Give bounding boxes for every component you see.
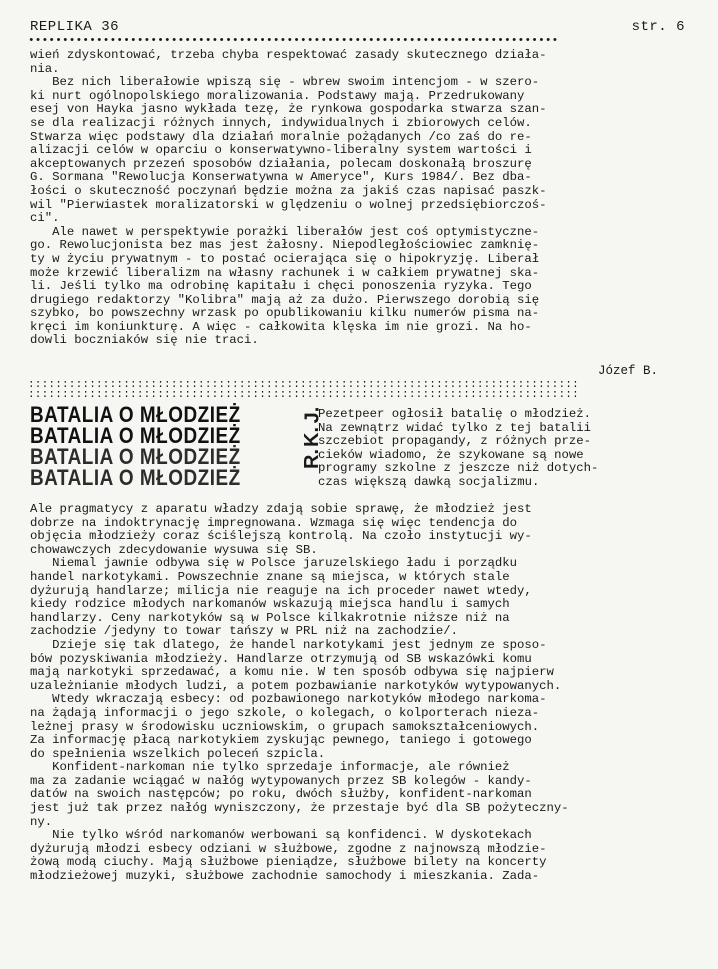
text-line: bów pozyskiwania młodzieży. Handlarze otrzymują od SB wskazówki komu	[30, 651, 532, 666]
headline-row: BATALIA O MŁODZIEŻ	[30, 465, 241, 490]
text-line: dyżurują handlarze; milicja nie reaguje na ich proceder nawet wtedy,	[30, 583, 532, 598]
headline-row: BATALIA O MŁODZIEŻ	[30, 444, 241, 469]
text-line: mają narkotyki sprzedawać, a komu nie. W ten sposób odbywa się najpierw	[30, 665, 554, 680]
text-line: G. Sormana "Rewolucja Konserwatywna w Ameryce", Kurs 1984/. Bez dba-	[30, 170, 532, 185]
text-line: wil "Pierwiastek moralizatorski w ględzeniu o wolnej przedsiębiorczoś-	[30, 197, 547, 212]
text-line: Stwarza więc podstawy dla działań moralnie pożądanych /co zaś do re-	[30, 129, 532, 144]
text-line: chowawczych zdecydowanie wysuwa się SB.	[30, 542, 318, 557]
text-line: Na zewnątrz widać tylko z tej batalii	[318, 420, 592, 435]
text-line: kiedy rodzice młodych narkomanów wskazują miejsca handlu i samych	[30, 597, 510, 612]
text-line: łości o skuteczność poczynań będzie można za jakiś czas napisać paszk-	[30, 183, 547, 198]
article-continuation	[30, 49, 692, 348]
text-line: szybko, bo powszechny wrzask po opublikowaniu kilku numerów pisma na-	[30, 306, 540, 321]
text-line: ny.	[30, 814, 53, 829]
text-line: cieków wiadomo, że szykowane są nowe	[318, 447, 584, 462]
page-header	[30, 16, 685, 38]
text-line: handel narkotykami. Powszechnie znane są miejsca, w których stale	[30, 569, 510, 584]
text-line: li. Jeśli tylko ma odrobinę kapitału i chęci ponoszenia ryzyka. Tego	[30, 279, 532, 294]
text-line: żową modą ciuchy. Mają służbowe pieniądze, służbowe bilety na koncerty	[30, 855, 547, 870]
text-line: Niemal jawnie odbywa się w Polsce jaruzelskiego ładu i porządku	[30, 556, 518, 571]
text-line: esej von Hayka jasno wykłada tezę, że rynkowa gospodarka stwarza szan-	[30, 102, 547, 117]
text-line: drugiego redaktorzy "Kolibra" mają aż za dużo. Pierwszego dorobią się	[30, 292, 540, 307]
headline-logo	[30, 402, 323, 500]
text-line: handlarzy. Ceny narkotyków są w Polsce kilkakrotnie niższe niż na	[30, 610, 510, 625]
publication-title: REPLIKA 36	[30, 19, 120, 35]
text-line: ci".	[30, 211, 60, 226]
initial-j: J.	[301, 406, 323, 424]
text-line: Ale nawet w perspektywie porażki liberałów jest coś optymistyczne-	[30, 224, 540, 239]
initial-k: K.	[301, 427, 323, 447]
article-body	[30, 503, 692, 884]
section-separator-2: :::::::::::::::::::::::::::::::::::::::::::::::::::::::::::::::::::::::::::::::::	[28, 390, 579, 400]
headline-row: BATALIA O MŁODZIEŻ	[30, 402, 241, 427]
article-lead	[318, 408, 688, 490]
text-line: może krzewić liberalizm na własny rachunek i w całkiem prywatnej ska-	[30, 265, 540, 280]
dotted-rule: ••••••••••••••••••••••••••••••••••••••••••••••••••••••••••••••••••••••••••••••	[28, 36, 559, 46]
author-signature: Józef B.	[597, 364, 658, 378]
section-separator: :::::::::::::::::::::::::::::::::::::::::::::::::::::::::::::::::::::::::::::::::	[28, 380, 579, 390]
text-line: dyżurują młodzi esbecy odziani w służbowe, zgodne z najnowszą młodzie-	[30, 841, 547, 856]
text-line: uzależnianie młodych ludzi, a potem pozbawianie narkotyków wytypowanych.	[30, 678, 562, 693]
text-line: na żądają informacji o jego szkole, o kolegach, o kolporterach nieza-	[30, 705, 540, 720]
headline-row: BATALIA O MŁODZIEŻ	[30, 423, 241, 448]
text-line: alizacji celów w oparciu o konserwatywno-liberalny system wartości i	[30, 143, 532, 158]
text-line: programy szkolne z jeszcze niż dotych-	[318, 461, 599, 476]
text-line: Wtedy wkraczają esbecy: od pozbawionego narkotyków młodego narkoma-	[30, 692, 547, 707]
text-line: objęcia młodzieży coraz ściślejszą kontrolą. Na czoło instytucji wy-	[30, 529, 532, 544]
initial-r: R.	[301, 449, 323, 469]
text-line: zachodzie /jedyny to towar tańszy w PRL niż na zachodzie/.	[30, 624, 459, 639]
text-line: jest już tak przez nałóg wyniszczony, że przestaje być dla SB pożyteczny-	[30, 801, 569, 816]
text-line: Nie tylko wśród narkomanów werbowani są konfidenci. W dyskotekach	[30, 828, 532, 843]
text-line: wień zdyskontować, trzeba chyba respektować zasady skutecznego działa-	[30, 49, 547, 62]
text-line: datów na swoich następców; po roku, dwóch służby, konfident-narkoman	[30, 787, 532, 802]
text-line: go. Rewolucjonista bez mas jest żałosny. Niepodległościowiec zamknię-	[30, 238, 540, 253]
text-line: dowli boczniaków się nie traci.	[30, 333, 259, 348]
text-line: Bez nich liberałowie wpiszą się - wbrew swoim intencjom - w szero-	[30, 75, 540, 90]
text-line: nia.	[30, 61, 60, 76]
text-line: akceptowanych przezeń sposobów działania, polecam doskonałą broszurę	[30, 156, 532, 171]
page-number: str. 6	[631, 19, 685, 35]
text-line: ty w życiu prywatnym - to postać ocierająca się o hipokryzję. Liberał	[30, 251, 540, 266]
text-line: leżnej prasy w środowisku uczniowskim, o grupach samokształceniowych.	[30, 719, 540, 734]
text-line: Konfident-narkoman nie tylko sprzedaje informacje, ale również	[30, 760, 510, 775]
text-line: do spełnienia wszelkich poleceń szpicla.	[30, 746, 326, 761]
text-line: młodzieżowej muzyki, służbowe zachodnie samochody i mieszkania. Zada-	[30, 869, 540, 884]
text-line: czas większą dawką socjalizmu.	[318, 474, 540, 489]
text-line: szczebiot propagandy, z różnych prze-	[318, 434, 592, 449]
text-line: ki nurt ogólnopolskiego moralizowania. Podstawy mają. Przedrukowany	[30, 88, 525, 103]
text-line: Ale pragmatycy z aparatu władzy zdają sobie sprawę, że młodzież jest	[30, 503, 532, 516]
text-line: kręci im koniunkturę. A więc - całkowita klęska im nie grozi. Na ho-	[30, 319, 532, 334]
text-line: Pezetpeer ogłosił batalię o młodzież.	[318, 408, 592, 421]
text-line: Za informację płacą narkotykiem zyskując pewnego, taniego i gotowego	[30, 733, 532, 748]
text-line: se dla realizacji różnych innych, indywidualnych i zbiorowych celów.	[30, 115, 532, 130]
text-line: ma za zadanie wciągać w nałóg wytypowanych przez SB kolegów - kandy-	[30, 773, 532, 788]
text-line: dobrze na indoktrynację impregnowana. Wzmaga się więc tendencja do	[30, 515, 518, 530]
text-line: Dzieje się tak dlatego, że handel narkotykami jest jednym ze sposo-	[30, 637, 547, 652]
